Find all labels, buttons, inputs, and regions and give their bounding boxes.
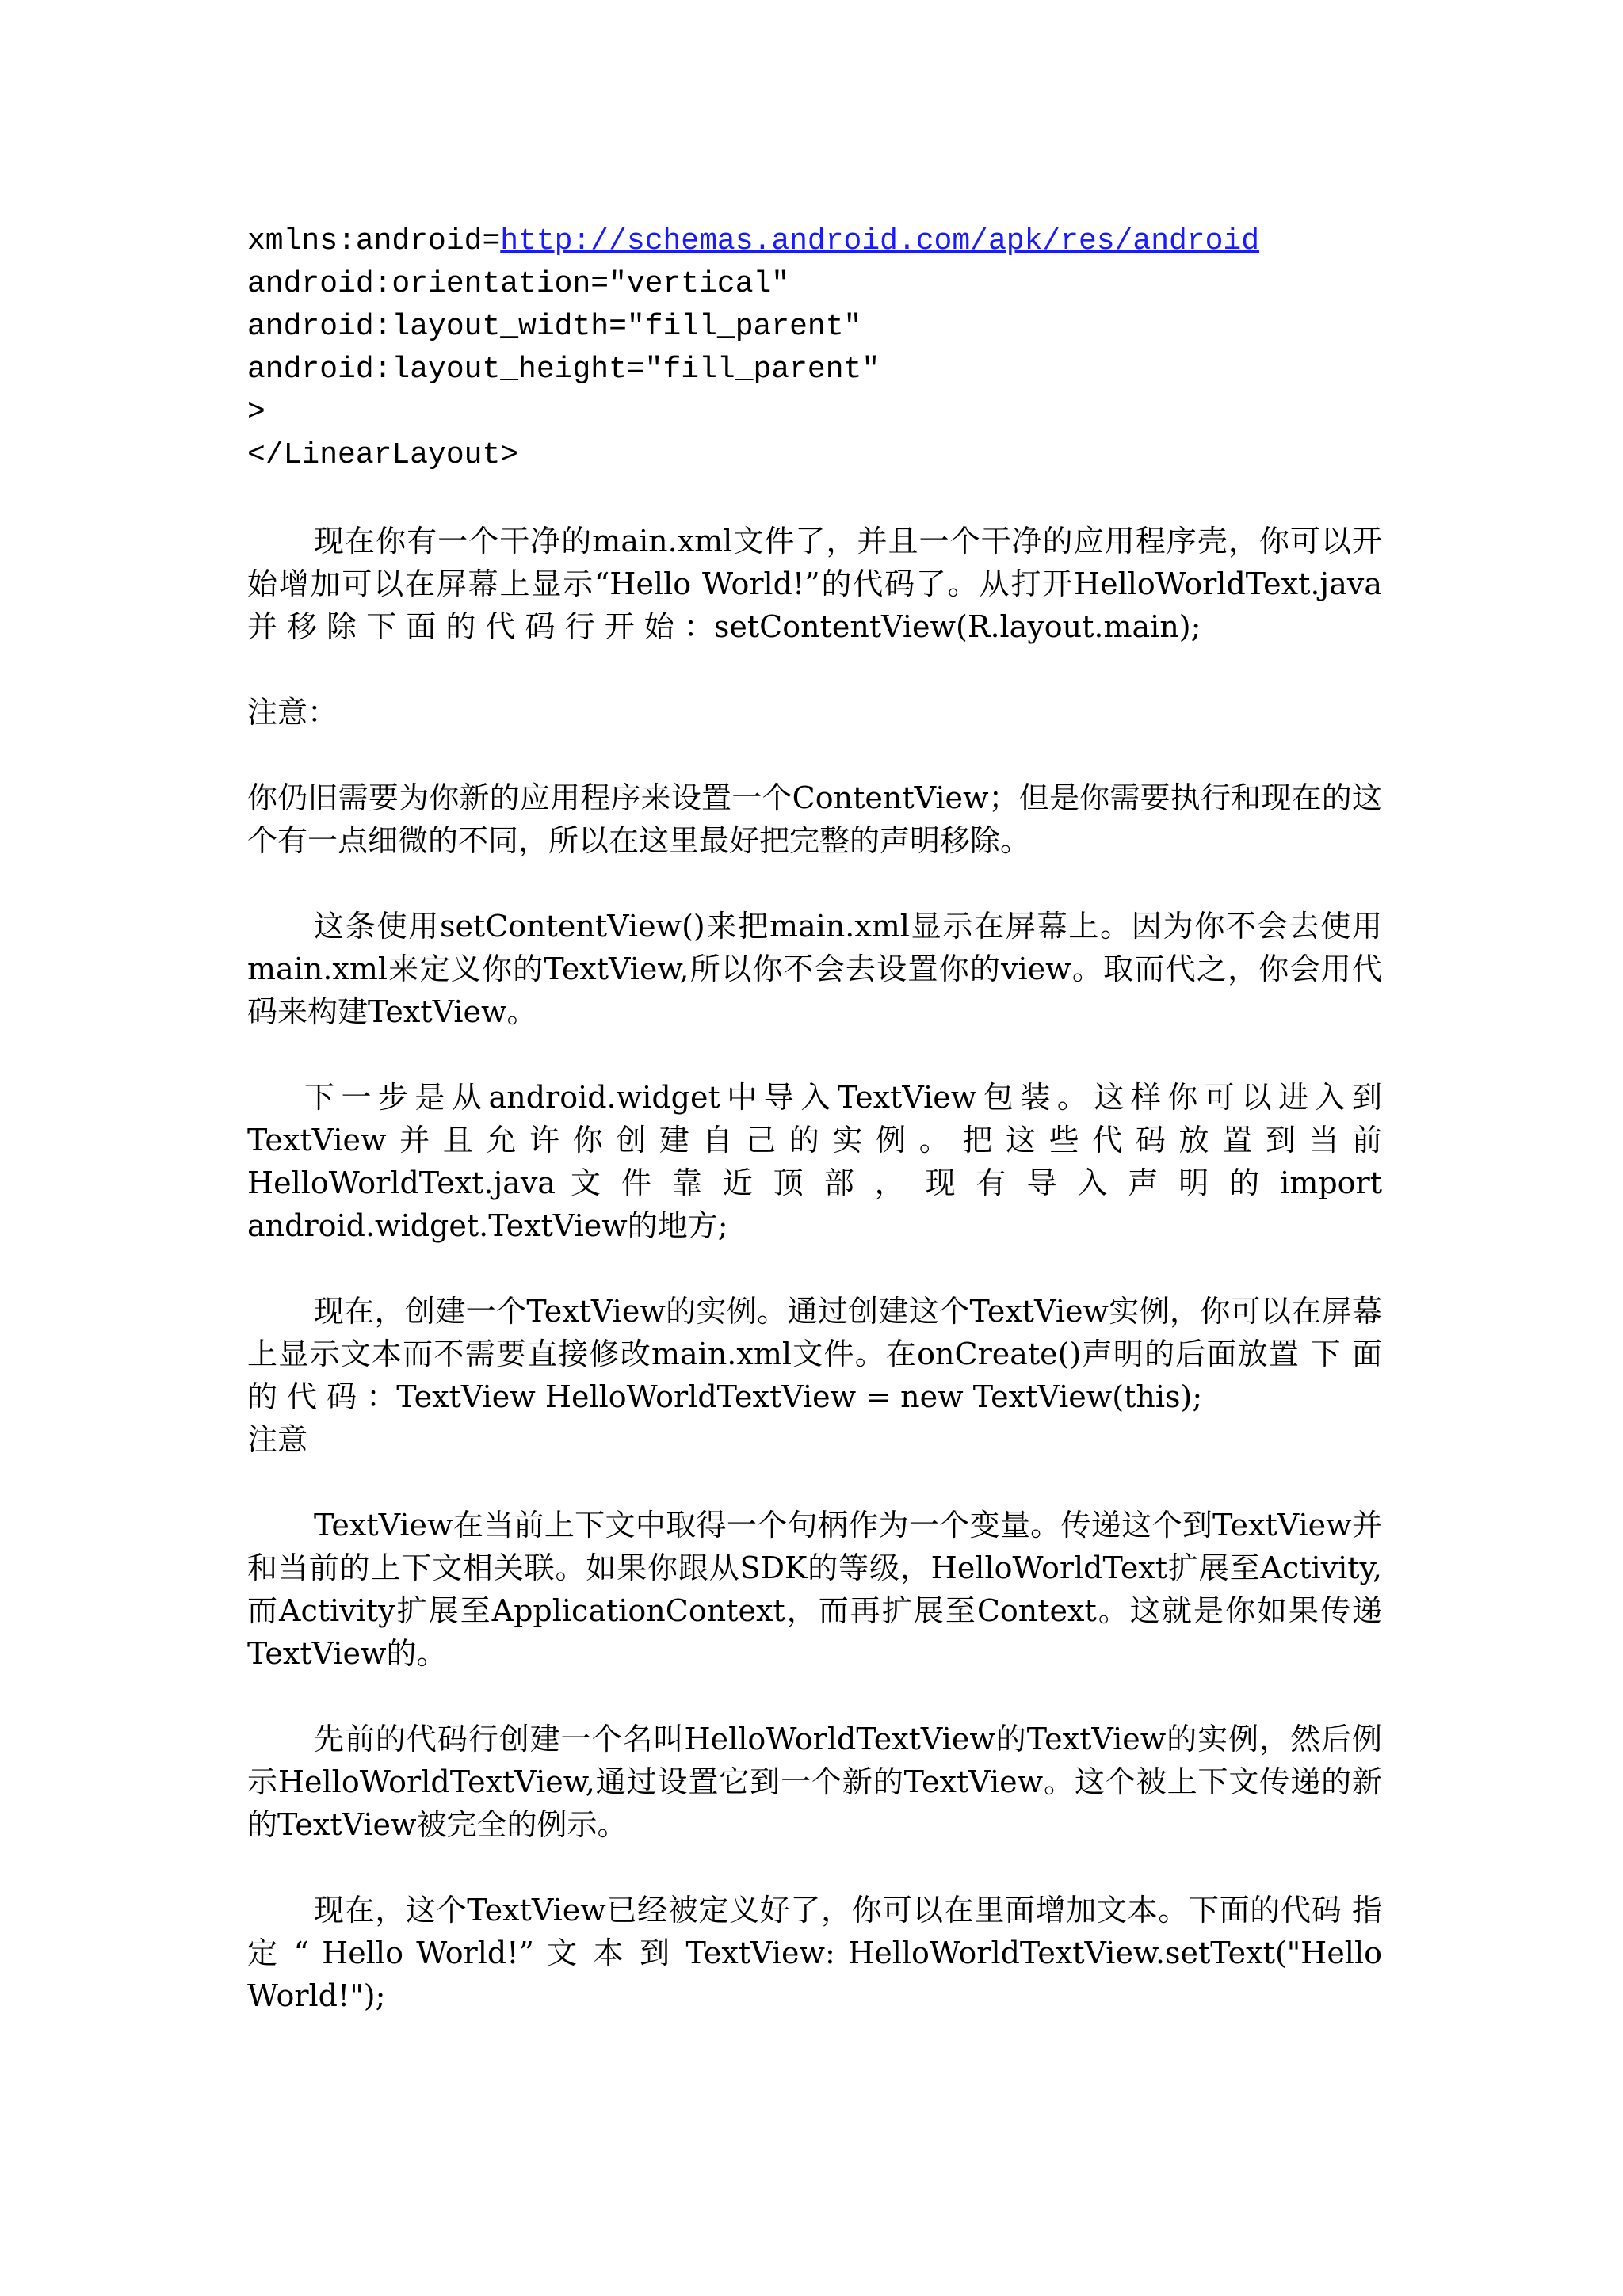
paragraph-set-content-view: 这条使用setContentView()来把main.xml显示在屏幕上。因为你不会去使用main.xml来定义你的TextView,所以你不会去设置你的view。取而代之，你会用代码来构建TextView。: [247, 909, 1382, 1029]
code-line-end-tag: </LinearLayout>: [247, 438, 519, 472]
code-line-close-bracket: >: [247, 395, 265, 429]
paragraph-intro: 现在你有一个干净的main.xml文件了，并且一个干净的应用程序壳，你可以开始增加可以在屏幕上显示“Hello World!”的代码了。从打开HelloWorldText.java 并 移 除 下 面 的 代 码 行 开 始 ：setContentView(R.layout.main);: [247, 524, 1382, 644]
spacer: [247, 734, 1382, 776]
document-body: [247, 220, 1382, 2017]
paragraph-set-text: 现在，这个TextView已经被定义好了，你可以在里面增加文本。下面的代码 指 定 “ Hello World!” 文 本 到 TextView: HelloWorldTextView.setText("Hello World!");: [247, 1893, 1382, 2013]
code-line-orientation: android:orientation="vertical": [247, 267, 790, 301]
spacer: [247, 1247, 1382, 1290]
note-label: 注意：: [247, 695, 338, 730]
spacer: [247, 1033, 1382, 1076]
spacer: [247, 648, 1382, 691]
paragraph-import-textview: 下一步是从android.widget中导入TextView包装。这样你可以进入到TextView并且允许你创建自己的实例。把这些代码放置到当前HelloWorldText.java 文 件 靠 近 顶 部 ， 现 有 导 入 声 明 的 import android.widget.TextView的地方;: [247, 1080, 1382, 1243]
code-xmlns-prefix: xmlns:android=: [247, 224, 501, 258]
code-line-layout-height: android:layout_height="fill_parent": [247, 353, 880, 387]
paragraph-instance-created: 先前的代码行创建一个名叫HelloWorldTextView的TextView的实例，然后例示HelloWorldTextView,通过设置它到一个新的TextView。这个被上下文传递的新的TextView被完全的例示。: [247, 1722, 1382, 1842]
spacer: [247, 1461, 1382, 1504]
spacer: [247, 1846, 1382, 1889]
code-line-xmlns: [247, 220, 1382, 263]
spacer: [247, 862, 1382, 905]
spacer: [247, 477, 1382, 520]
code-line-layout-width: android:layout_width="fill_parent": [247, 310, 862, 344]
spacer: [247, 1675, 1382, 1718]
note-label-2: 注意: [247, 1422, 308, 1457]
android-schema-link[interactable]: http://schemas.android.com/apk/res/android: [500, 224, 1260, 258]
paragraph-content-view: 你仍旧需要为你新的应用程序来设置一个ContentView；但是你需要执行和现在的这个有一点细微的不同，所以在这里最好把完整的声明移除。: [247, 780, 1382, 858]
paragraph-create-instance: 现在，创建一个TextView的实例。通过创建这个TextView实例，你可以在屏幕上显示文本而不需要直接修改main.xml文件。在onCreate()声明的后面放置 下 面 的 代 码 ：TextView HelloWorldTextView = new TextView(this);: [247, 1294, 1382, 1414]
paragraph-context: TextView在当前上下文中取得一个句柄作为一个变量。传递这个到TextView并和当前的上下文相关联。如果你跟从SDK的等级，HelloWorldText扩展至Activity,而Activity扩展至ApplicationContext，而再扩展至Context。这就是你如果传递TextView的。: [247, 1508, 1382, 1671]
